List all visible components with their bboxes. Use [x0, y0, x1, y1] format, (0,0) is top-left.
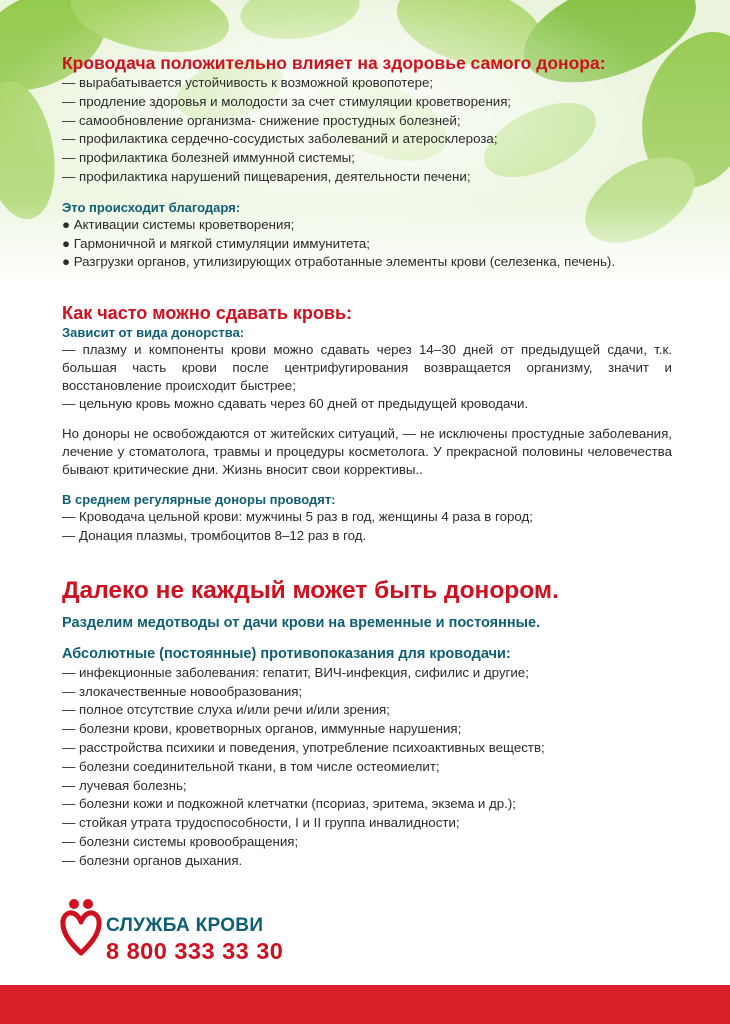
list-item: ● Гармоничной и мягкой стимуляции иммунитета;: [62, 235, 371, 251]
list-item: ● Активации системы кроветворения;: [62, 216, 295, 232]
benefits-list: [62, 74, 672, 187]
footer-bar: [0, 985, 730, 1024]
note-paragraph: Но доноры не освобождаются от житейских ситуаций, — не исключены простудные заболевания, лечение у стоматолога, травмы и процедуры косметолога. У прекрасной половины человечества бывают критические дни. Жизнь вносит свои коррективы..: [62, 426, 672, 478]
list-item: — инфекционные заболевания: гепатит, ВИЧ-инфекция, сифилис и другие;: [62, 664, 529, 680]
list-item: — продление здоровья и молодости за счет стимуляции кроветворения;: [62, 93, 512, 109]
list-item: — лучевая болезнь;: [62, 777, 187, 793]
list-item: — Кроводача цельной крови: мужчины 5 раз в год, женщины 4 раза в город;: [62, 509, 533, 525]
list-item: — болезни кожи и подкожной клетчатки (псориаз, эритема, экзема и др.);: [62, 796, 517, 812]
list-item: — злокачественные новообразования;: [62, 683, 303, 699]
list-item: — профилактика болезней иммунной системы;: [62, 150, 355, 166]
absolute-contraindications-title: Абсолютные (постоянные) противопоказания для кроводачи:: [62, 645, 511, 662]
list-item: — болезни соединительной ткани, в том числе остеомиелит;: [62, 758, 440, 774]
average-title: В среднем регулярные доноры проводят:: [62, 492, 336, 508]
reasons-list: [62, 216, 672, 272]
list-item: — самообновление организма- снижение простудных болезней;: [62, 112, 461, 128]
list-item: — профилактика нарушений пищеварения, деятельности печени;: [62, 168, 471, 184]
list-item: ● Разгрузки органов, утилизирующих отработанные элементы крови (селезенка, печень).: [62, 254, 616, 270]
section3-title: Далеко не каждый может быть донором.: [62, 576, 559, 604]
list-item: — Донация плазмы, тромбоцитов 8–12 раз в год.: [62, 527, 367, 543]
logo-name: СЛУЖБА КРОВИ: [106, 915, 264, 936]
list-item: — болезни крови, кроветворных органов, иммунные нарушения;: [62, 721, 462, 737]
plasma-paragraph: — плазму и компоненты крови можно сдавать через 14–30 дней от предыдущей сдачи, т.к. большая часть крови после центрифугирования возвращается организму, значит и восстановление происходит быстрее;: [62, 342, 672, 394]
whole-blood-paragraph: — цельную кровь можно сдавать через 60 дней от предыдущей кроводачи.: [62, 396, 529, 412]
list-item: — болезни системы кровообращения;: [62, 833, 299, 849]
list-item: — вырабатывается устойчивость к возможной кровопотере;: [62, 75, 434, 90]
section2-subtitle: Зависит от вида донорства:: [62, 325, 245, 341]
list-item: — расстройства психики и поведения, употребление психоактивных веществ;: [62, 739, 545, 755]
hotline-phone: 8 800 333 33 30: [106, 938, 284, 964]
list-item: — стойкая утрата трудоспособности, I и II группа инвалидности;: [62, 815, 460, 831]
section1-title: Кроводача положительно влияет на здоровье самого донора:: [62, 53, 606, 73]
document-content: [62, 52, 672, 871]
heart-people-icon: [60, 897, 102, 957]
section3-subtitle: Разделим медотводы от дачи крови на временные и постоянные.: [62, 614, 541, 631]
section1-subtitle: Это происходит благодаря:: [62, 199, 241, 215]
blood-service-logo: [60, 897, 283, 965]
section2-title: Как часто можно сдавать кровь:: [62, 303, 353, 324]
list-item: — профилактика сердечно-сосудистых заболеваний и атеросклероза;: [62, 131, 498, 147]
list-item: — полное отсутствие слуха и/или речи и/или зрения;: [62, 702, 390, 718]
contraindications-list: [62, 664, 672, 871]
average-list: [62, 508, 672, 546]
list-item: — болезни органов дыхания.: [62, 852, 243, 868]
